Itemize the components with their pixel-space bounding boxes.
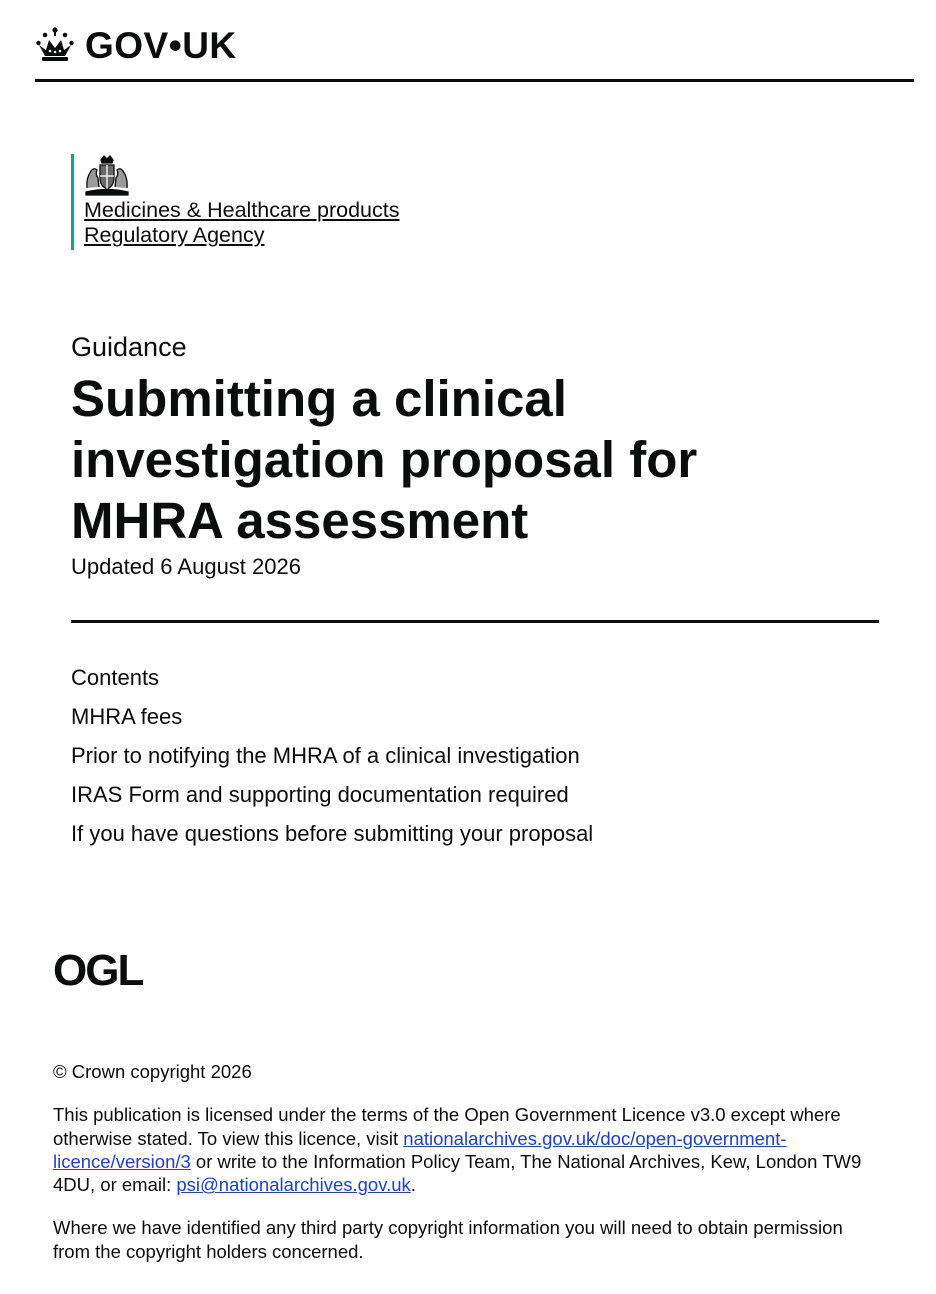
contents-item-mhra-fees[interactable]: MHRA fees xyxy=(71,704,183,729)
licence-paragraph xyxy=(53,1103,873,1196)
royal-coat-of-arms-icon xyxy=(84,154,130,196)
section-divider xyxy=(71,620,879,623)
ogl-logo-text: OGL xyxy=(53,948,143,988)
ogl-logo-icon xyxy=(53,948,151,988)
contents-items xyxy=(71,703,593,848)
licence-footer xyxy=(53,1060,873,1283)
contents-heading: Contents xyxy=(71,665,160,690)
site-header xyxy=(35,22,914,82)
third-party-notice: Where we have identified any third party copyright information you will need to obtain permission from the copyright holders concerned. xyxy=(53,1217,843,1262)
organisation-name-line-1[interactable]: Medicines & Healthcare products xyxy=(84,198,400,222)
crown-icon xyxy=(35,26,75,66)
copyright-text: © Crown copyright 2026 xyxy=(53,1061,252,1082)
contents-item-questions[interactable]: If you have questions before submitting your proposal xyxy=(71,821,594,846)
document-type: Guidance xyxy=(71,332,187,362)
govuk-logo-text: GOV•UK xyxy=(85,25,237,66)
contents-item-prior-to-notifying[interactable]: Prior to notifying the MHRA of a clinical investigation xyxy=(71,743,580,768)
govuk-logo-link[interactable] xyxy=(35,22,914,70)
licence-text-1: This publication is licensed under the terms of the Open Government Licence v3.0 except where otherwise stated. To view this licence, visit xyxy=(53,1104,841,1149)
licence-text-2: or write to the Information Policy Team, The National Archives, Kew, London TW9 4DU, or email: xyxy=(53,1150,862,1196)
licence-text-3: . xyxy=(410,1174,416,1196)
page-title: Submitting a clinical investigation proposal for MHRA assessment xyxy=(71,370,698,549)
organisation-logo xyxy=(71,154,400,250)
organisation-name-line-2[interactable]: Regulatory Agency xyxy=(84,223,265,247)
licence-link[interactable]: nationalarchives.gov.uk/doc/open-government-licence/version/3 xyxy=(53,1127,787,1172)
contents-item-iras-form[interactable]: IRAS Form and supporting documentation required xyxy=(71,782,569,807)
email-link[interactable]: psi@nationalarchives.gov.uk xyxy=(176,1174,411,1196)
contents-list xyxy=(71,664,593,859)
updated-date: Updated 6 August 2026 xyxy=(71,554,301,579)
